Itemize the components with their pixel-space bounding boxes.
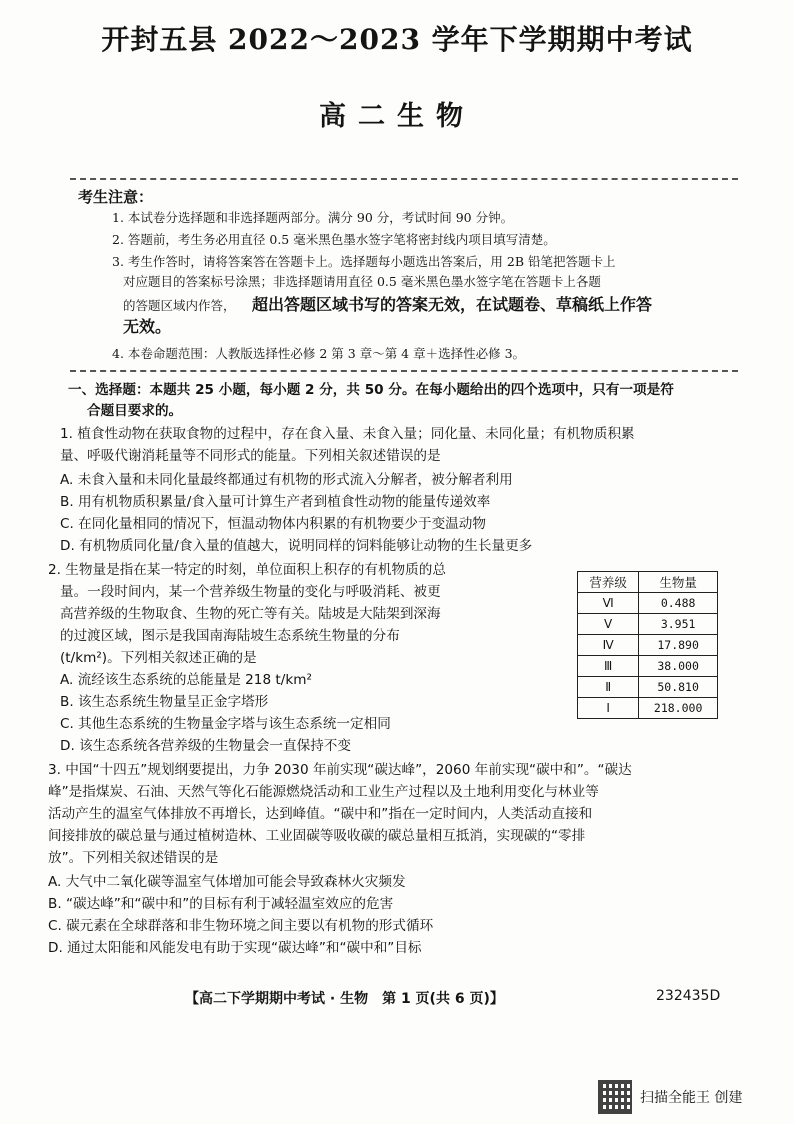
- table-row: [578, 656, 718, 677]
- trophic-level: Ⅰ: [578, 698, 639, 719]
- table-header-row: [578, 572, 718, 593]
- exam-subject: 高二生物: [319, 101, 475, 132]
- exam-title: 开封五县 2022～2023 学年下学期期中考试: [101, 23, 693, 56]
- q2-stem-1: 2. 生物量是指在某一特定的时刻，单位面积上积存的有机物质的总: [48, 562, 446, 578]
- table-header-biomass: 生物量: [639, 572, 718, 593]
- trophic-level: Ⅱ: [578, 677, 639, 698]
- q2-stem-4: 的过渡区域，图示是我国南海陆坡生态系统生物量的分布: [60, 628, 400, 644]
- table-header-level: 营养级: [578, 572, 639, 593]
- q1-option-d: D. 有机物质同化量/食入量的值越大，说明同样的饲料能够让动物的生长量更多: [60, 538, 533, 554]
- q2-option-b: B. 该生态系统生物量呈正金字塔形: [60, 694, 269, 710]
- q3-option-c: C. 碳元素在全球群落和非生物环境之间主要以有机物的形式循环: [48, 918, 434, 934]
- notice-line-2: 2. 答题前，考生务必用直径 0.5 毫米黑色墨水签字笔将密封线内项目填写清楚。: [112, 232, 556, 247]
- q2-stem-3: 高营养级的生物取食、生物的死亡等有关。陆坡是大陆架到深海: [60, 606, 441, 622]
- table-row: [578, 677, 718, 698]
- notice-line-3: 3. 考生作答时，请将答案答在答题卡上。选择题每小题选出答案后，用 2B 铅笔把答题卡上: [112, 254, 616, 269]
- q2-option-c: C. 其他生态系统的生物量金字塔与该生态系统一定相同: [60, 716, 391, 732]
- q3-option-b: B. “碳达峰”和“碳中和”的目标有利于减轻温室效应的危害: [48, 896, 394, 912]
- biomass-value: 38.000: [639, 656, 718, 677]
- biomass-table: [577, 571, 718, 719]
- q2-stem-5: (t/km²)。下列相关叙述正确的是: [60, 650, 257, 666]
- q1-stem: 1. 植食性动物在获取食物的过程中，存在食入量、未食入量；同化量、未同化量；有机物质积累: [60, 426, 635, 442]
- trophic-level: Ⅳ: [578, 635, 639, 656]
- qr-code-icon: [598, 1080, 632, 1114]
- notice-line-3c: 的答题区域内作答，: [123, 298, 236, 313]
- notice-heading: 考生注意：: [78, 188, 154, 206]
- q1-stem-cont: 量、呼吸代谢消耗量等不同形式的能量。下列相关叙述错误的是: [60, 448, 441, 464]
- table-row: [578, 614, 718, 635]
- q2-stem-2: 量。一段时间内，某一个营养级生物量的变化与呼吸消耗、被更: [60, 584, 441, 600]
- biomass-value: 3.951: [639, 614, 718, 635]
- scanner-watermark: 扫描全能王 创建: [640, 1090, 743, 1106]
- q3-stem-3: 活动产生的温室气体排放不再增长，达到峰值。“碳中和”指在一定时间内，人类活动直接和: [48, 806, 593, 822]
- q2-option-a: A. 流经该生态系统的总能量是 218 t/km²: [60, 672, 312, 688]
- q3-option-d: D. 通过太阳能和风能发电有助于实现“碳达峰”和“碳中和”目标: [48, 940, 422, 956]
- q1-option-b: B. 用有机物质积累量/食入量可计算生产者到植食性动物的能量传递效率: [60, 494, 491, 510]
- paper-code: 232435D: [656, 988, 721, 1004]
- table-row: [578, 698, 718, 719]
- q3-stem-4: 间接排放的碳总量与通过植树造林、工业固碳等吸收碳的碳总量相互抵消，实现碳的“零排: [48, 828, 586, 844]
- biomass-value: 218.000: [639, 698, 718, 719]
- section-heading-cont: 合题目要求的。: [87, 403, 183, 419]
- biomass-value: 50.810: [639, 677, 718, 698]
- biomass-value: 0.488: [639, 593, 718, 614]
- trophic-level: Ⅵ: [578, 593, 639, 614]
- biomass-value: 17.890: [639, 635, 718, 656]
- table-row: [578, 635, 718, 656]
- q3-stem-1: 3. 中国“十四五”规划纲要提出，力争 2030 年前实现“碳达峰”，2060 年前实现“碳中和”。“碳达: [48, 762, 632, 778]
- q3-option-a: A. 大气中二氧化碳等温室气体增加可能会导致森林火灾频发: [48, 874, 406, 890]
- table-row: [578, 593, 718, 614]
- trophic-level: Ⅴ: [578, 614, 639, 635]
- q1-option-a: A. 未食入量和未同化量最终都通过有机物的形式流入分解者，被分解者利用: [60, 472, 513, 488]
- notice-bold-warning-end: 无效。: [123, 317, 172, 336]
- page-footer: 【高二下学期期中考试 · 生物 第 1 页(共 6 页)】: [185, 991, 504, 1007]
- q1-option-c: C. 在同化量相同的情况下，恒温动物体内积累的有机物要少于变温动物: [60, 516, 486, 532]
- notice-line-4: 4. 本卷命题范围：人教版选择性必修 2 第 3 章～第 4 章＋选择性必修 3。: [112, 346, 526, 361]
- notice-line-3b: 对应题目的答案标号涂黑；非选择题请用直径 0.5 毫米黑色墨水签字笔在答题卡上各题: [123, 274, 601, 289]
- notice-line-1: 1. 本试卷分选择题和非选择题两部分。满分 90 分，考试时间 90 分钟。: [112, 210, 514, 225]
- q3-stem-5: 放”。下列相关叙述错误的是: [48, 850, 219, 866]
- section-heading: 一、选择题：本题共 25 小题，每小题 2 分，共 50 分。在每小题给出的四个选项中，只有一项是符: [68, 382, 674, 398]
- q3-stem-2: 峰”是指煤炭、石油、天然气等化石能源燃烧活动和工业生产过程以及土地利用变化与林业等: [48, 784, 599, 800]
- notice-bold-warning: 超出答题区域书写的答案无效，在试题卷、草稿纸上作答: [252, 295, 653, 314]
- q2-option-d: D. 该生态系统各营养级的生物量会一直保持不变: [60, 738, 351, 754]
- trophic-level: Ⅲ: [578, 656, 639, 677]
